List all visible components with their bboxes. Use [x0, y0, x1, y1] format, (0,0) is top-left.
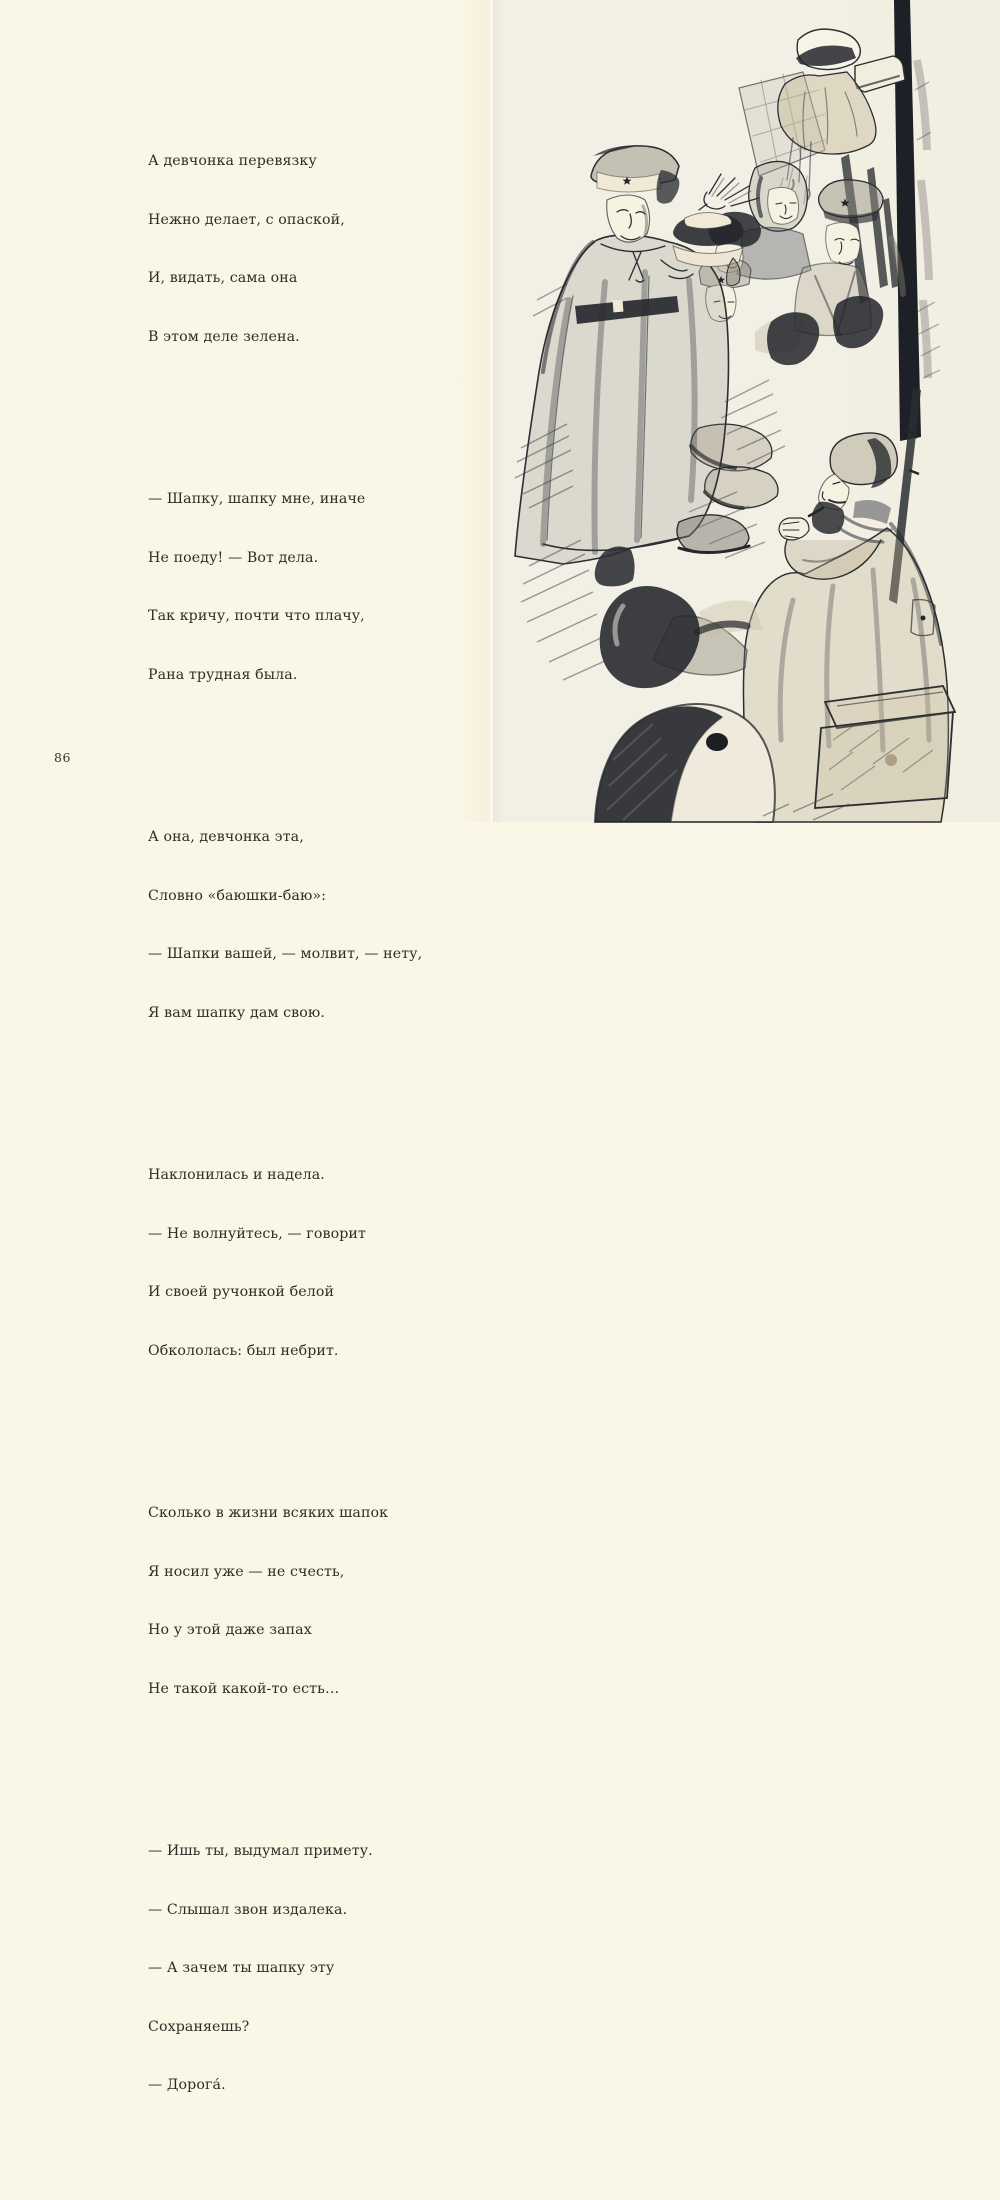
poem-stanza: [148, 789, 422, 1062]
poem: [148, 74, 422, 2200]
poem-line: А девчонка перевязку: [148, 153, 317, 169]
poem-stanza: [148, 1127, 422, 1400]
poem-stanza: [148, 1465, 422, 1738]
poem-line: Сохраняешь?: [148, 2018, 250, 2035]
illustration: [493, 0, 1000, 822]
poem-stanza: [148, 113, 422, 386]
wooden-crate-graphic: [815, 686, 955, 808]
poem-line: — Шапку, шапку мне, иначе: [148, 491, 366, 507]
poem-line: В этом деле зелена.: [148, 328, 300, 345]
poem-line: И, видать, сама она: [148, 270, 298, 286]
poem-line: — Дорога́.: [148, 2077, 226, 2093]
poem-line: Словно «баюшки-баю»:: [148, 887, 327, 904]
poem-line: Я носил уже — не счесть,: [148, 1563, 345, 1580]
poem-line: Рана трудная была.: [148, 666, 298, 683]
poem-line: Так кричу, почти что плачу,: [148, 608, 365, 624]
standing-soldier-graphic: [515, 146, 759, 587]
poem-line: Не такой какой-то есть…: [148, 1680, 340, 1697]
poem-line: Но у этой даже запах: [148, 1622, 312, 1638]
poem-line: Нежно делает, с опаской,: [148, 211, 345, 228]
helmet-graphic: [595, 704, 775, 822]
poem-line: — Ишь ты, выдумал примету.: [148, 1843, 373, 1859]
poem-line: — А зачем ты шапку эту: [148, 1960, 335, 1976]
poem-line: А она, девчонка эта,: [148, 829, 304, 845]
poem-stanza: [148, 1803, 422, 2135]
poem-line: — Не волнуйтесь, — говорит: [148, 1225, 366, 1242]
poem-line: Обкололась: был небрит.: [148, 1342, 339, 1359]
left-page: [0, 0, 493, 2093]
page-number: 86: [54, 750, 71, 765]
poem-line: Сколько в жизни всяких шапок: [148, 1505, 389, 1521]
right-page: [493, 0, 1000, 822]
poem-line: — Шапки вашей, — молвит, — нету,: [148, 946, 423, 962]
poem-line: Наклонилась и надела.: [148, 1167, 325, 1183]
poem-line: — Слышал звон издалека.: [148, 1901, 348, 1918]
poem-line: И своей ручонкой белой: [148, 1284, 335, 1300]
poem-stanza: [148, 451, 422, 724]
poem-line: Я вам шапку дам свою.: [148, 1004, 325, 1021]
poem-line: Не поеду! — Вот дела.: [148, 549, 319, 566]
